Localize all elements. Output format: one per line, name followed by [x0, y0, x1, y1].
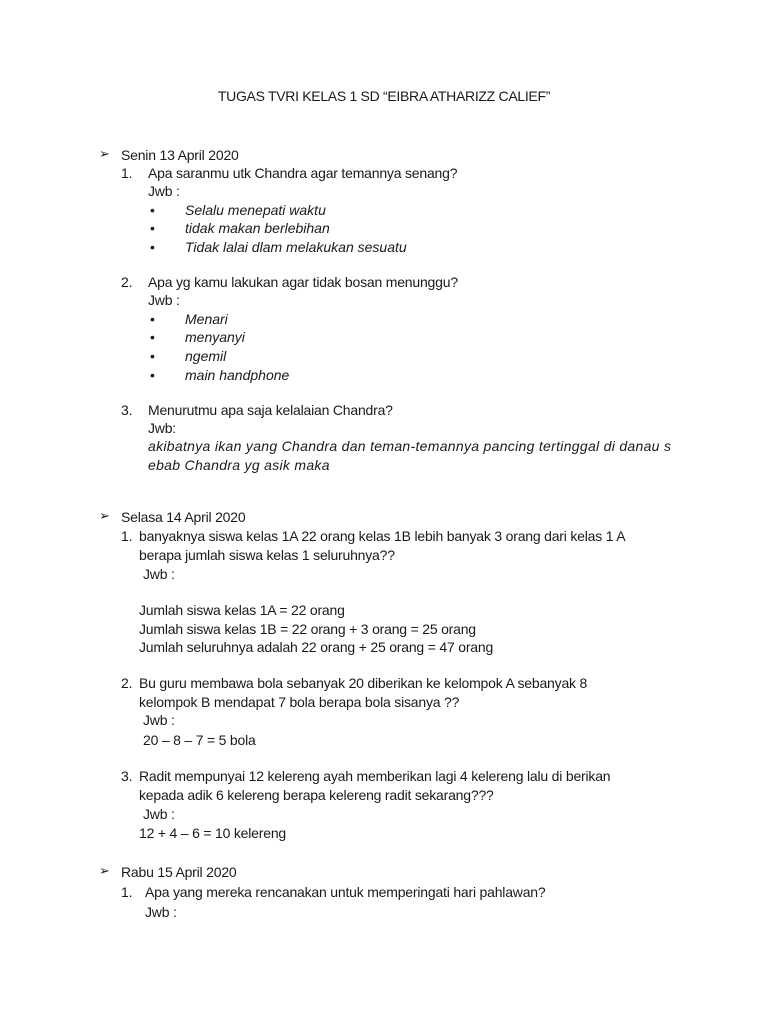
section-day-heading: Selasa 14 April 2020	[121, 509, 246, 525]
question-text: kelompok B mendapat 7 bola berapa bola sisanya ??	[139, 694, 460, 710]
question-number: 1.	[121, 165, 133, 181]
section-day-heading: Senin 13 April 2020	[121, 147, 239, 163]
question-text: Menurutmu apa saja kelalaian Chandra?	[148, 402, 393, 418]
question-text: Apa saranmu utk Chandra agar temannya senang?	[148, 165, 458, 181]
answer-item: tidak makan berlebihan	[185, 220, 330, 236]
bullet-icon: •	[150, 367, 155, 383]
question-text: banyaknya siswa kelas 1A 22 orang kelas 1B lebih banyak 3 orang dari kelas 1 A	[139, 528, 626, 544]
answer-line: 20 – 8 – 7 = 5 bola	[143, 732, 256, 748]
answer-line: 12 + 4 – 6 = 10 kelereng	[139, 825, 286, 841]
answer-label: Jwb :	[143, 566, 175, 582]
question-text: Bu guru membawa bola sebanyak 20 diberikan ke kelompok A sebanyak 8	[139, 675, 588, 691]
bullet-icon: •	[150, 202, 155, 218]
question-number: 1.	[121, 884, 133, 900]
question-number: 1.	[121, 528, 133, 544]
answer-item: Menari	[185, 311, 228, 327]
question-number: 3.	[121, 402, 133, 418]
bullet-icon: •	[150, 329, 155, 345]
answer-line: Jumlah siswa kelas 1A = 22 orang	[139, 602, 345, 618]
answer-label: Jwb :	[145, 904, 177, 920]
question-text: Apa yang mereka rencanakan untuk memperingati hari pahlawan?	[145, 884, 546, 900]
question-text: Radit mempunyai 12 kelereng ayah memberikan lagi 4 kelereng lalu di berikan	[139, 768, 611, 784]
question-text: kepada adik 6 kelereng berapa kelereng radit sekarang???	[139, 787, 494, 803]
question-number: 3.	[121, 768, 133, 784]
answer-item: main handphone	[185, 367, 290, 383]
question-number: 2.	[121, 274, 133, 290]
question-text: berapa jumlah siswa kelas 1 seluruhnya??	[139, 547, 395, 563]
bullet-icon: •	[150, 348, 155, 364]
answer-item: Tidak lalai dlam melakukan sesuatu	[185, 239, 407, 255]
answer-label: Jwb :	[148, 292, 180, 308]
question-text: Apa yg kamu lakukan agar tidak bosan menunggu?	[148, 274, 458, 290]
bullet-icon: •	[150, 311, 155, 327]
answer-item: Selalu menepati waktu	[185, 202, 326, 218]
answer-line: akibatnya ikan yang Chandra dan teman-temannya pancing tertinggal di danau s	[148, 438, 672, 454]
bullet-icon: •	[150, 239, 155, 255]
answer-line: Jumlah siswa kelas 1B = 22 orang + 3 orang = 25 orang	[139, 621, 476, 637]
answer-label: Jwb :	[143, 712, 175, 728]
document-title: TUGAS TVRI KELAS 1 SD “EIBRA ATHARIZZ CALIEF”	[217, 88, 551, 104]
answer-label: Jwb :	[143, 806, 175, 822]
answer-line: ebab Chandra yg asik maka	[148, 457, 330, 473]
arrow-bullet-icon: ➢	[99, 147, 110, 162]
arrow-bullet-icon: ➢	[99, 864, 110, 879]
answer-item: ngemil	[185, 348, 227, 364]
answer-label: Jwb :	[148, 183, 180, 199]
arrow-bullet-icon: ➢	[99, 509, 110, 524]
answer-item: menyanyi	[185, 329, 245, 345]
answer-label: Jwb:	[148, 420, 176, 436]
section-day-heading: Rabu 15 April 2020	[121, 864, 237, 880]
answer-line: Jumlah seluruhnya adalah 22 orang + 25 orang = 47 orang	[139, 639, 494, 655]
bullet-icon: •	[150, 220, 155, 236]
question-number: 2.	[121, 675, 133, 691]
